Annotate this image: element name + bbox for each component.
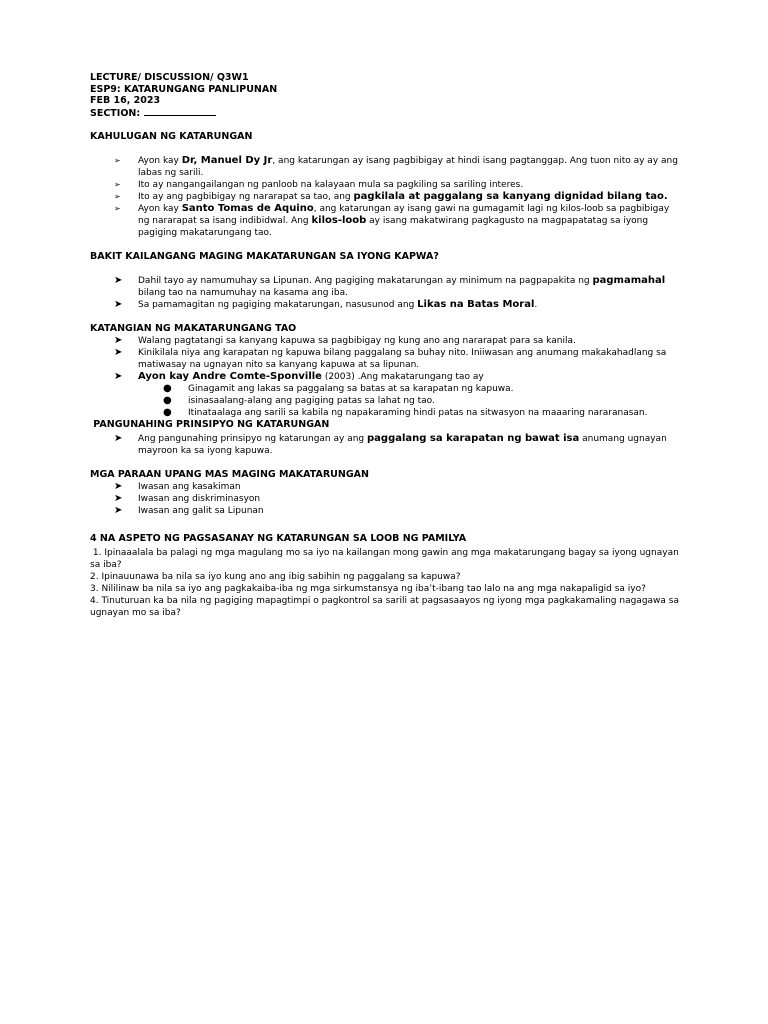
list-item: ➤ Iwasan ang kasakiman: [114, 481, 241, 492]
header-date: FEB 16, 2023: [90, 95, 161, 106]
header-subject: ESP9: KATARUNGANG PANLIPUNAN: [90, 83, 278, 95]
arrow-bullet-icon: ➤: [114, 433, 123, 444]
header-lecture: LECTURE/ DISCUSSION/ Q3W1: [90, 72, 249, 83]
list-item: ➤ Ang pangunahing prinsipyo ng katarungan ay ang paggalang sa karapatan ng bawat isa anumang ugnayan mayroon ka sa iyong kapuwa.: [114, 433, 667, 456]
section-title-katangian: KATANGIAN NG MAKATARUNGANG TAO: [90, 323, 297, 334]
list-item: ● Itinataalaga ang sarili sa kabila ng napakaraming hindi patas na sitwasyon na maaaring nararanasan.: [163, 407, 648, 418]
list-item: ➢ Ayon kay Dr, Manuel Dy Jr, ang katarungan ay isang pagbibigay at hindi isang pagtanggap. Ang tuon nito ay ay ang labas ng sarili.: [114, 155, 678, 178]
arrow-bullet-icon: ➤: [114, 505, 123, 516]
list-item: ➤ Sa pamamagitan ng pagiging makatarungan, nasusunod ang Likas na Batas Moral.: [114, 299, 538, 310]
list-item: ➤ Kinikilala niya ang karapatan ng kapuwa bilang paggalang sa buhay nito. Iniiwasan ang anumang makakahadlang sa matiwasay na ugnayan nito sa kanyang kapuwa at sa lipunan.: [114, 347, 667, 370]
list-item: ➤ Dahil tayo ay namumuhay sa Lipunan. Ang pagiging makatarungan ay minimum na pagpapakita ng pagmamahal bilang tao na namumuhay na kasama ang iba.: [114, 275, 666, 298]
question-item: 4. Tinuturuan ka ba nila ng pagiging mapagtimpi o pagkontrol sa sarili at pagsasaayos ng iyong mga pagkakamaling nagagawa sa ugnayan mo sa iba?: [90, 596, 679, 618]
dot-bullet-icon: ●: [163, 383, 172, 394]
arrow-bullet-icon: ➤: [114, 335, 123, 346]
sponville-list: [138, 383, 680, 419]
dot-bullet-icon: ●: [163, 407, 172, 418]
katangian-list: [90, 335, 680, 419]
list-item: ➤ Iwasan ang diskriminasyon: [114, 493, 261, 504]
section-title-bakit: BAKIT KAILANGANG MAGING MAKATARUNGAN SA IYONG KAPWA?: [90, 251, 439, 262]
kahulugan-list: [90, 155, 680, 239]
question-item: 3. Nililinaw ba nila sa iyo ang pagkakaiba-iba ng mga sirkumstansya ng iba’t-ibang tao lalo na ang mga nakapaligid sa iyo?: [90, 584, 646, 594]
arrow-bullet-icon: ➤: [114, 299, 123, 310]
arrow-bullet-icon: ➢: [114, 192, 121, 201]
document-body: [90, 72, 680, 619]
list-item: ➢ Ito ay nangangailangan ng panloob na kalayaan mula sa pagkiling sa sariling interes.: [114, 180, 524, 190]
list-item: ➤ Ayon kay Andre Comte-Sponville (2003) .Ang makatarungang tao ay ● Ginagamit ang lakas sa paggalang sa batas at sa karapatan ng kapuwa. ● isinasaalang-alang ang pagiging patas sa lahat ng tao. ● Itinataalaga ang sarili sa kabila ng napakaraming hindi patas na sitwasyon na maaaring nararanasan.: [138, 371, 680, 419]
arrow-bullet-icon: ➤: [114, 481, 123, 492]
section-label: SECTION:: [90, 107, 141, 119]
question-item: 1. Ipinaaalala ba palagi ng mga magulang mo sa iyo na kailangan mong gawin ang mga makatarungang bagay sa iyong ugnayan sa iba?: [90, 548, 682, 570]
arrow-bullet-icon: ➤: [114, 493, 123, 504]
section-title-aspeto: 4 NA ASPETO NG PAGSASANAY NG KATARUNGAN SA LOOB NG PAMILYA: [90, 533, 467, 544]
list-item: ➤ Iwasan ang galit sa Lipunan: [114, 505, 264, 516]
section-title-kahulugan: KAHULUGAN NG KATARUNGAN: [90, 131, 253, 142]
list-item: ● Ginagamit ang lakas sa paggalang sa batas at sa karapatan ng kapuwa.: [163, 383, 514, 394]
arrow-bullet-icon: ➢: [114, 180, 121, 189]
list-item: ● isinasaalang-alang ang pagiging patas sa lahat ng tao.: [163, 395, 435, 406]
prinsipyo-list: [90, 433, 680, 457]
arrow-bullet-icon: ➤: [114, 371, 123, 382]
section-title-prinsipyo: PANGUNAHING PRINSIPYO NG KATARUNGAN: [90, 419, 330, 430]
arrow-bullet-icon: ➢: [114, 204, 121, 213]
list-item: ➢ Ayon kay Santo Tomas de Aquino, ang katarungan ay isang gawi na gumagamit lagi ng kilos-loob sa pagbibigay ng nararapat sa isang indibidwal. Ang kilos-loob ay isang makatwirang pagkagusto na magpapatatag sa iyong pagiging makatarungang tao.: [114, 203, 670, 238]
header-section: [90, 107, 680, 120]
paraan-list: [90, 481, 680, 517]
question-item: 2. Ipinauunawa ba nila sa iyo kung ano ang ibig sabihin ng paggalang sa kapuwa?: [90, 572, 461, 582]
bakit-list: [90, 275, 680, 311]
dot-bullet-icon: ●: [163, 395, 172, 406]
document-header: [90, 72, 680, 119]
list-item: ➤ Walang pagtatangi sa kanyang kapuwa sa pagbibigay ng kung ano ang nararapat para sa kanila.: [114, 335, 576, 346]
aspeto-questions: [90, 547, 680, 619]
section-title-paraan: MGA PARAAN UPANG MAS MAGING MAKATARUNGAN: [90, 469, 369, 480]
section-blank-line: [144, 107, 216, 116]
arrow-bullet-icon: ➢: [114, 156, 121, 165]
list-item: ➢ Ito ay ang pagbibigay ng nararapat sa tao, ang pagkilala at paggalang sa kanyang dignidad bilang tao.: [114, 191, 668, 202]
arrow-bullet-icon: ➤: [114, 275, 123, 286]
arrow-bullet-icon: ➤: [114, 347, 123, 358]
